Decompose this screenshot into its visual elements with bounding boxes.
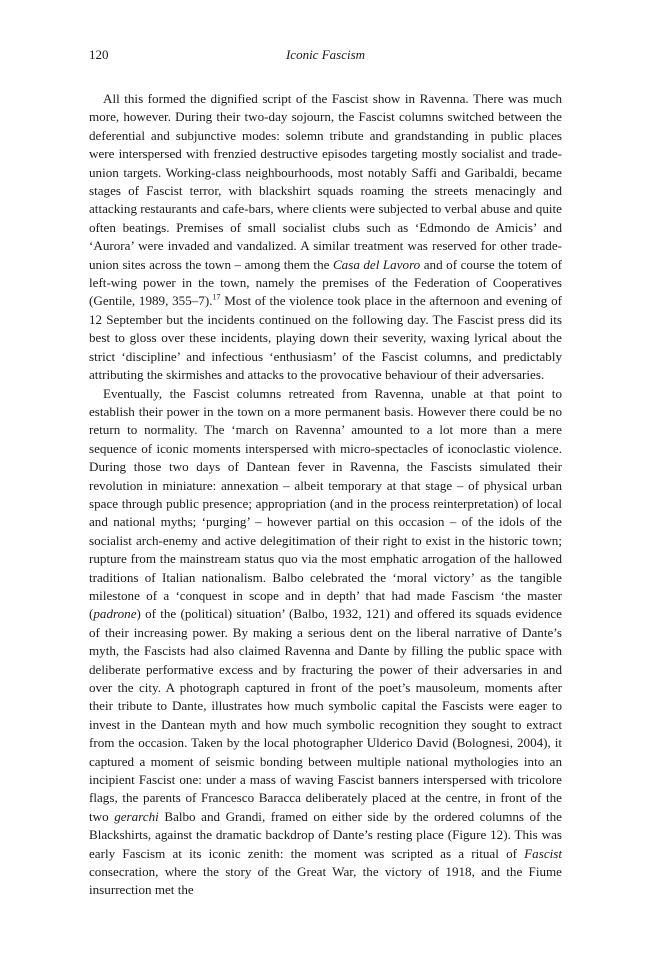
paragraph-2 <box>89 385 562 900</box>
text-segment: Eventually, the Fascist columns retreated from Ravenna, unable at that point to establish their power in the town on a more permanent basis. However there could be no return to normality. The ‘march on Ravenna’ amounted to a lot more than a mere sequence of iconic moments interspersed with micro-spectacles of iconoclastic violence. During those two days of Dantean fever in Ravenna, the Fascists simulated their revolution in miniature: annexation – albeit temporary at that stage – of physical urban space through public presence; appropriation (and in the process reinterpretation) of local and national myths; ‘purging’ – however partial on this occasion – of the idols of the socialist arch-enemy and active delegitimation of their right to exist in the historic town; rupture from the mainstream status quo via the most emphatic arrogation of the hallowed traditions of Italian nationalism. Balbo celebrated the ‘moral victory’ as the tangible milestone of a ‘conquest in scope and in depth’ that had made Fascism ‘the master ( <box>89 385 562 622</box>
italic-segment: gerarchi <box>114 808 159 824</box>
text-segment: All this formed the dignified script of the Fascist show in Ravenna. There was much more, however. During their two-day sojourn, the Fascist columns switched between the deferential and subjunctive modes: solemn tribute and grandstanding in public places were interspersed with frenzied destructive episodes targeting mostly socialist and trade-union targets. Working-class neighbourhoods, most notably Saffi and Garibaldi, became stages of Fascist terror, with blackshirt squads roaming the streets menacingly and attacking restaurants and cafe-bars, where clients were subjected to verbal abuse and quite often beatings. Premises of small socialist clubs such as ‘Edmondo de Amicis’ and ‘Aurora’ were invaded and vandalized. A similar treatment was reserved for other trade-union sites across the town – among them the <box>89 91 562 272</box>
body-text <box>89 90 562 900</box>
page-number: 120 <box>89 47 109 62</box>
footnote-marker: 17 <box>212 293 221 303</box>
page-header <box>89 47 562 65</box>
text-segment: consecration, where the story of the Great War, the victory of 1918, and the Fiume insurrection met the <box>89 864 562 898</box>
italic-segment: Casa del Lavoro <box>332 256 421 272</box>
text-segment: and of course the totem of left-wing power in the town, namely the premises of the Federation of Cooperatives (Gentile, 1989, 355–7). <box>89 256 562 309</box>
text-segment: Most of the violence took place in the afternoon and evening of 12 September but the incidents continued on the following day. The Fascist press did its best to gloss over these incidents, playing down their severity, waxing lyrical about the strict ‘discipline’ and infectious ‘enthusiasm’ of the Fascist columns, and predictably attributing the skirmishes and attacks to the provocative behaviour of their adversaries. <box>89 293 562 383</box>
text-segment: Balbo and Grandi, framed on either side by the ordered columns of the Blackshirts, against the dramatic backdrop of Dante’s resting place (Figure 12). This was early Fascism at its iconic zenith: the moment was scripted as a ritual of <box>89 808 562 861</box>
italic-segment: padrone <box>93 606 137 622</box>
running-title: Iconic Fascism <box>285 47 366 62</box>
italic-segment: Fascist <box>524 845 562 861</box>
text-segment: ) of the (political) situation’ (Balbo, 1932, 121) and offered its squads evidence of their increasing power. By making a serious dent on the liberal narrative of Dante’s myth, the Fascists had also claimed Ravenna and Dante by filling the public space with deliberate performative excess and by fracturing the power of their adversaries in and over the city. A photograph captured in front of the poet’s mausoleum, moments after their tribute to Dante, illustrates how much symbolic capital the Fascists were eager to invest in the Dantean myth and how much symbolic recognition they sought to extract from the occasion. Taken by the local photographer Ulderico David (Bolognesi, 2004), it captured a moment of seismic bonding between multiple national mythologies into an incipient Fascist one: under a mass of waving Fascist banners interspersed with tricolore flags, the parents of Francesco Baracca deliberately placed at the centre, in front of the two <box>89 606 562 824</box>
paragraph-1 <box>89 90 562 385</box>
